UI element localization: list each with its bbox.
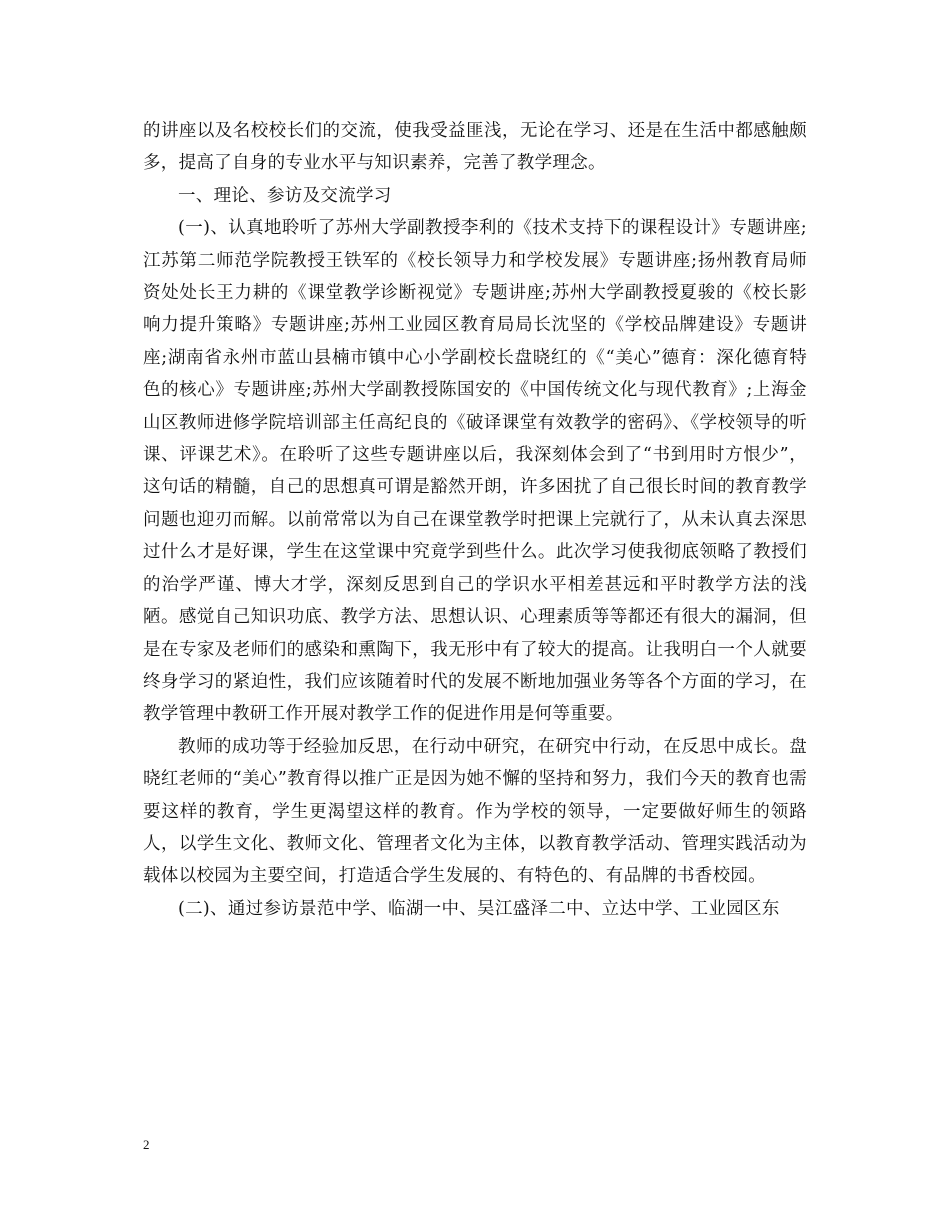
document-body: [143, 115, 807, 925]
paragraph-continuation: 的讲座以及名校校长们的交流，使我受益匪浅，无论在学习、还是在生活中都感触颇多，提高了自身的专业水平与知识素养，完善了教学理念。: [143, 121, 807, 174]
section-heading: 一、理论、参访及交流学习: [178, 185, 392, 206]
paragraph-lectures: (一)、认真地聆听了苏州大学副教授李利的《技术支持下的课程设计》专题讲座;江苏第二师范学院教授王铁军的《校长领导力和学校发展》专题讲座;扬州教育局师资处处长王力耕的《课堂教学诊断视觉》专题讲座;苏州大学副教授夏骏的《校长影响力提升策略》专题讲座;苏州工业园区教育局局长沈坚的《学校品牌建设》专题讲座;湖南省永州市蓝山县楠市镇中心小学副校长盘晓红的《“美心”德育：深化德育特色的核心》专题讲座;苏州大学副教授陈国安的《中国传统文化与现代教育》;上海金山区教师进修学院培训部主任高纪良的《破译课堂有效教学的密码》、《学校领导的听课、评课艺术》。在聆听了这些专题讲座以后，我深刻体会到了“书到用时方恨少”，这句话的精髓，自己的思想真可谓是豁然开朗，许多困扰了自己很长时间的教育教学问题也迎刃而解。以前常常以为自己在课堂教学时把课上完就行了，从未认真去深思过什么才是好课，学生在这堂课中究竟学到些什么。此次学习使我彻底领略了教授们的治学严谨、博大才学，深刻反思到自己的学识水平相差甚远和平时教学方法的浅陋。感觉自己知识功底、教学方法、思想认识、心理素质等等都还有很大的漏洞，但是在专家及老师们的感染和熏陶下，我无形中有了较大的提高。让我明白一个人就要终身学习的紧迫性，我们应该随着时代的发展不断地加强业务等各个方面的学习，在教学管理中教研工作开展对教学工作的促进作用是何等重要。: [143, 218, 807, 725]
page-number: 2: [143, 1137, 150, 1152]
paragraph-visits: (二)、通过参访景范中学、临湖一中、吴江盛泽二中、立达中学、工业园区东: [178, 898, 780, 919]
paragraph-reflection: 教师的成功等于经验加反思，在行动中研究，在研究中行动，在反思中成长。盘晓红老师的“美心”教育得以推广正是因为她不懈的坚持和努力，我们今天的教育也需要这样的教育，学生更渴望这样的教育。作为学校的领导，一定要做好师生的领路人，以学生文化、教师文化、管理者文化为主体，以教育教学活动、管理实践活动为载体以校园为主要空间，打造适合学生发展的、有特色的、有品牌的书香校园。: [143, 736, 807, 887]
